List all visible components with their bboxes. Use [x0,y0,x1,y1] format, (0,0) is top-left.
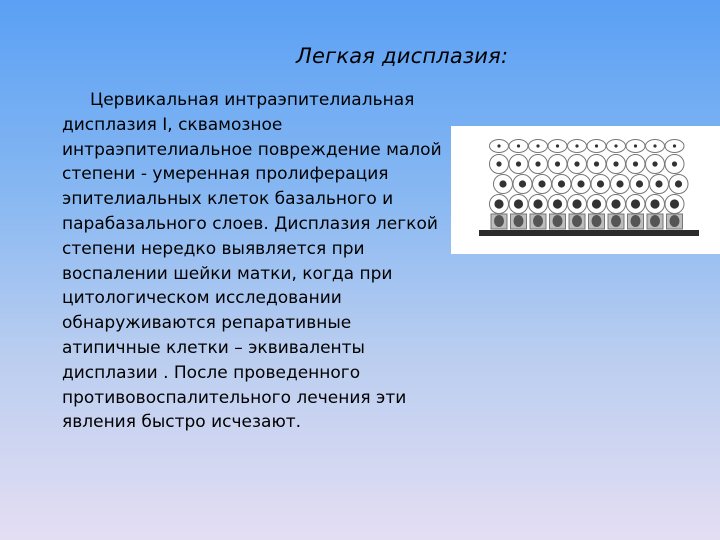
cell-nucleus [538,180,545,187]
basal-nucleus [553,215,563,227]
cell-nucleus [613,161,618,166]
basal-nucleus [494,215,504,227]
cell-nucleus [675,180,682,187]
slide-title: Легкая дисплазия: [296,44,509,68]
cell-nucleus [519,180,526,187]
cell-nucleus [614,144,617,147]
cell-nucleus [595,144,598,147]
cell-nucleus [652,161,657,166]
cell-nucleus [555,161,560,166]
basal-nucleus [514,215,524,227]
cell-nucleus [533,199,542,208]
cell-nucleus [653,144,656,147]
basal-nucleus [650,215,660,227]
cell-nucleus [611,199,620,208]
cell-nucleus [572,199,581,208]
cell-nucleus [514,199,523,208]
cell-nucleus [597,180,604,187]
cell-nucleus [517,144,520,147]
cell-nucleus [558,180,565,187]
cell-nucleus [636,180,643,187]
slide-body-text: Цервикальная интраэпителиальная дисплазия I, сквамозное интраэпителиальное повреждение малой степени - умеренная пролиферация эпителиальных клеток базального и парабазального слоев. Дисплазия легкой степени нередко выявляется при воспалении шейки матки, когда при цитологическом исследовании обнаруживаются репаративные атипичные клетки – эквиваленты дисплазии . После проведенного противовоспалительного лечения эти явления быстро исчезают. [62,90,442,433]
basal-nucleus [631,215,641,227]
basal-nucleus [670,215,680,227]
cell-nucleus [592,199,601,208]
cell-nucleus [536,144,539,147]
cell-nucleus [594,161,599,166]
cell-nucleus [634,144,637,147]
epithelium-figure [451,126,720,254]
basal-nucleus [592,215,602,227]
epithelium-illustration-icon [451,126,720,254]
cell-nucleus [655,180,662,187]
cell-nucleus [633,161,638,166]
cell-nucleus [494,199,503,208]
basal-nucleus [611,215,621,227]
cell-nucleus [631,199,640,208]
cell-nucleus [556,144,559,147]
basal-nucleus [572,215,582,227]
cell-nucleus [496,161,501,166]
cell-nucleus [670,199,679,208]
cell-nucleus [553,199,562,208]
basal-nucleus [533,215,543,227]
cell-nucleus [673,144,676,147]
cell-nucleus [650,199,659,208]
cell-nucleus [535,161,540,166]
cell-nucleus [672,161,677,166]
cell-nucleus [516,161,521,166]
cell-nucleus [575,144,578,147]
cell-nucleus [499,180,506,187]
cell-nucleus [616,180,623,187]
cell-nucleus [497,144,500,147]
cell-nucleus [577,180,584,187]
basement-membrane [479,230,699,236]
cell-nucleus [574,161,579,166]
